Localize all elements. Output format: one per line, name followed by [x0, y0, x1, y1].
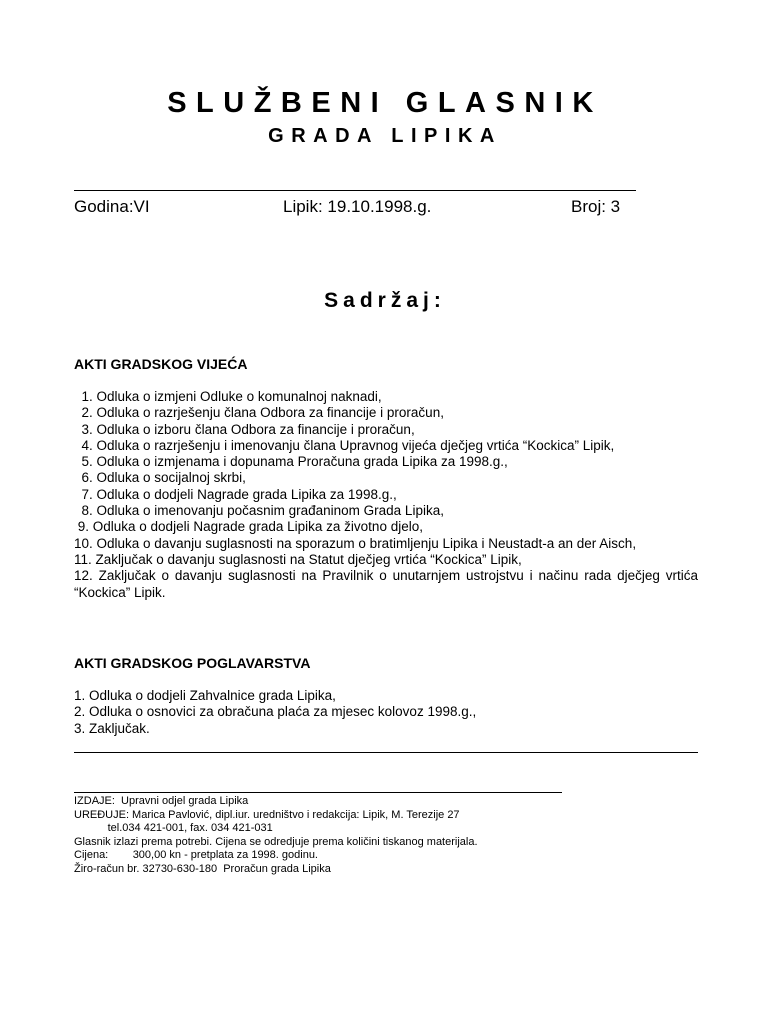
list-item: 4. Odluka o razrješenju i imenovanju člana Upravnog vijeća dječjeg vrtića “Kockica” Lipik, — [74, 437, 615, 453]
list-item: 10. Odluka o davanju suglasnosti na sporazum o bratimljenju Lipika i Neustadt-a an der Aisch, — [74, 535, 637, 551]
issue-year: Godina:VI — [74, 197, 150, 216]
footer-publisher: IZDAJE: Upravni odjel grada Lipika — [74, 795, 249, 807]
list-item: 7. Odluka o dodjeli Nagrade grada Lipika za 1998.g., — [74, 486, 397, 502]
list-item: 3. Odluka o izboru člana Odbora za financije i proračun, — [74, 421, 415, 437]
gazette-title: SLUŽBENI GLASNIK — [167, 87, 603, 119]
list-item: 11. Zaključak o davanju suglasnosti na Statut dječjeg vrtića “Kockica” Lipik, — [74, 551, 522, 567]
list-item: 2. Odluka o osnovici za obračuna plaća za mjesec kolovoz 1998.g., — [74, 704, 477, 720]
contents-heading: Sadržaj: — [324, 289, 446, 312]
vijece-list — [74, 389, 698, 601]
footer-editor: UREĐUJE: Marica Pavlović, dipl.iur. uredništvo i redakcija: Lipik, M. Terezije 27 — [74, 808, 460, 821]
list-item: 9. Odluka o dodjeli Nagrade grada Lipika za životno djelo, — [74, 519, 423, 535]
list-item: 2. Odluka o razrješenju člana Odbora za financije i proračun, — [74, 405, 444, 421]
footer-publication-note: Glasnik izlazi prema potrebi. Cijena se odredjuje prema količini tiskanog materijala. — [74, 835, 478, 848]
list-item: 1. Odluka o izmjeni Odluke o komunalnoj naknadi, — [74, 389, 382, 404]
list-item: 12. Zaključak o davanju suglasnosti na Pravilnik o unutarnjem ustrojstvu i načinu rada dječjeg vrtića “Kockica” Lipik. — [74, 568, 698, 600]
footer-rule — [74, 792, 562, 793]
list-item: 5. Odluka o izmjenama i dopunama Proračuna grada Lipika za 1998.g., — [74, 454, 508, 470]
list-item: 6. Odluka o socijalnoj skrbi, — [74, 470, 246, 486]
content-rule — [74, 752, 698, 753]
gazette-subtitle: GRADA LIPIKA — [268, 125, 502, 147]
poglavarstvo-list — [74, 688, 698, 737]
list-item: 8. Odluka o imenovanju počasnim građaninom Grada Lipika, — [74, 503, 444, 519]
header-rule — [74, 190, 636, 191]
footer-price: Cijena: 300,00 kn - pretplata za 1998. godinu. — [74, 849, 318, 862]
footer-account: Žiro-račun br. 32730-630-180 Proračun grada Lipika — [74, 862, 331, 875]
issue-date: Lipik: 19.10.1998.g. — [283, 197, 432, 216]
list-item: 1. Odluka o dodjeli Zahvalnice grada Lipika, — [74, 688, 336, 703]
section-title-vijece: AKTI GRADSKOG VIJEĆA — [74, 356, 248, 372]
issue-number: Broj: 3 — [571, 197, 621, 216]
footer-contact: tel.034 421-001, fax. 034 421-031 — [74, 822, 273, 835]
section-title-poglavarstvo: AKTI GRADSKOG POGLAVARSTVA — [74, 655, 311, 671]
publisher-info — [74, 795, 594, 877]
list-item: 3. Zaključak. — [74, 720, 150, 736]
